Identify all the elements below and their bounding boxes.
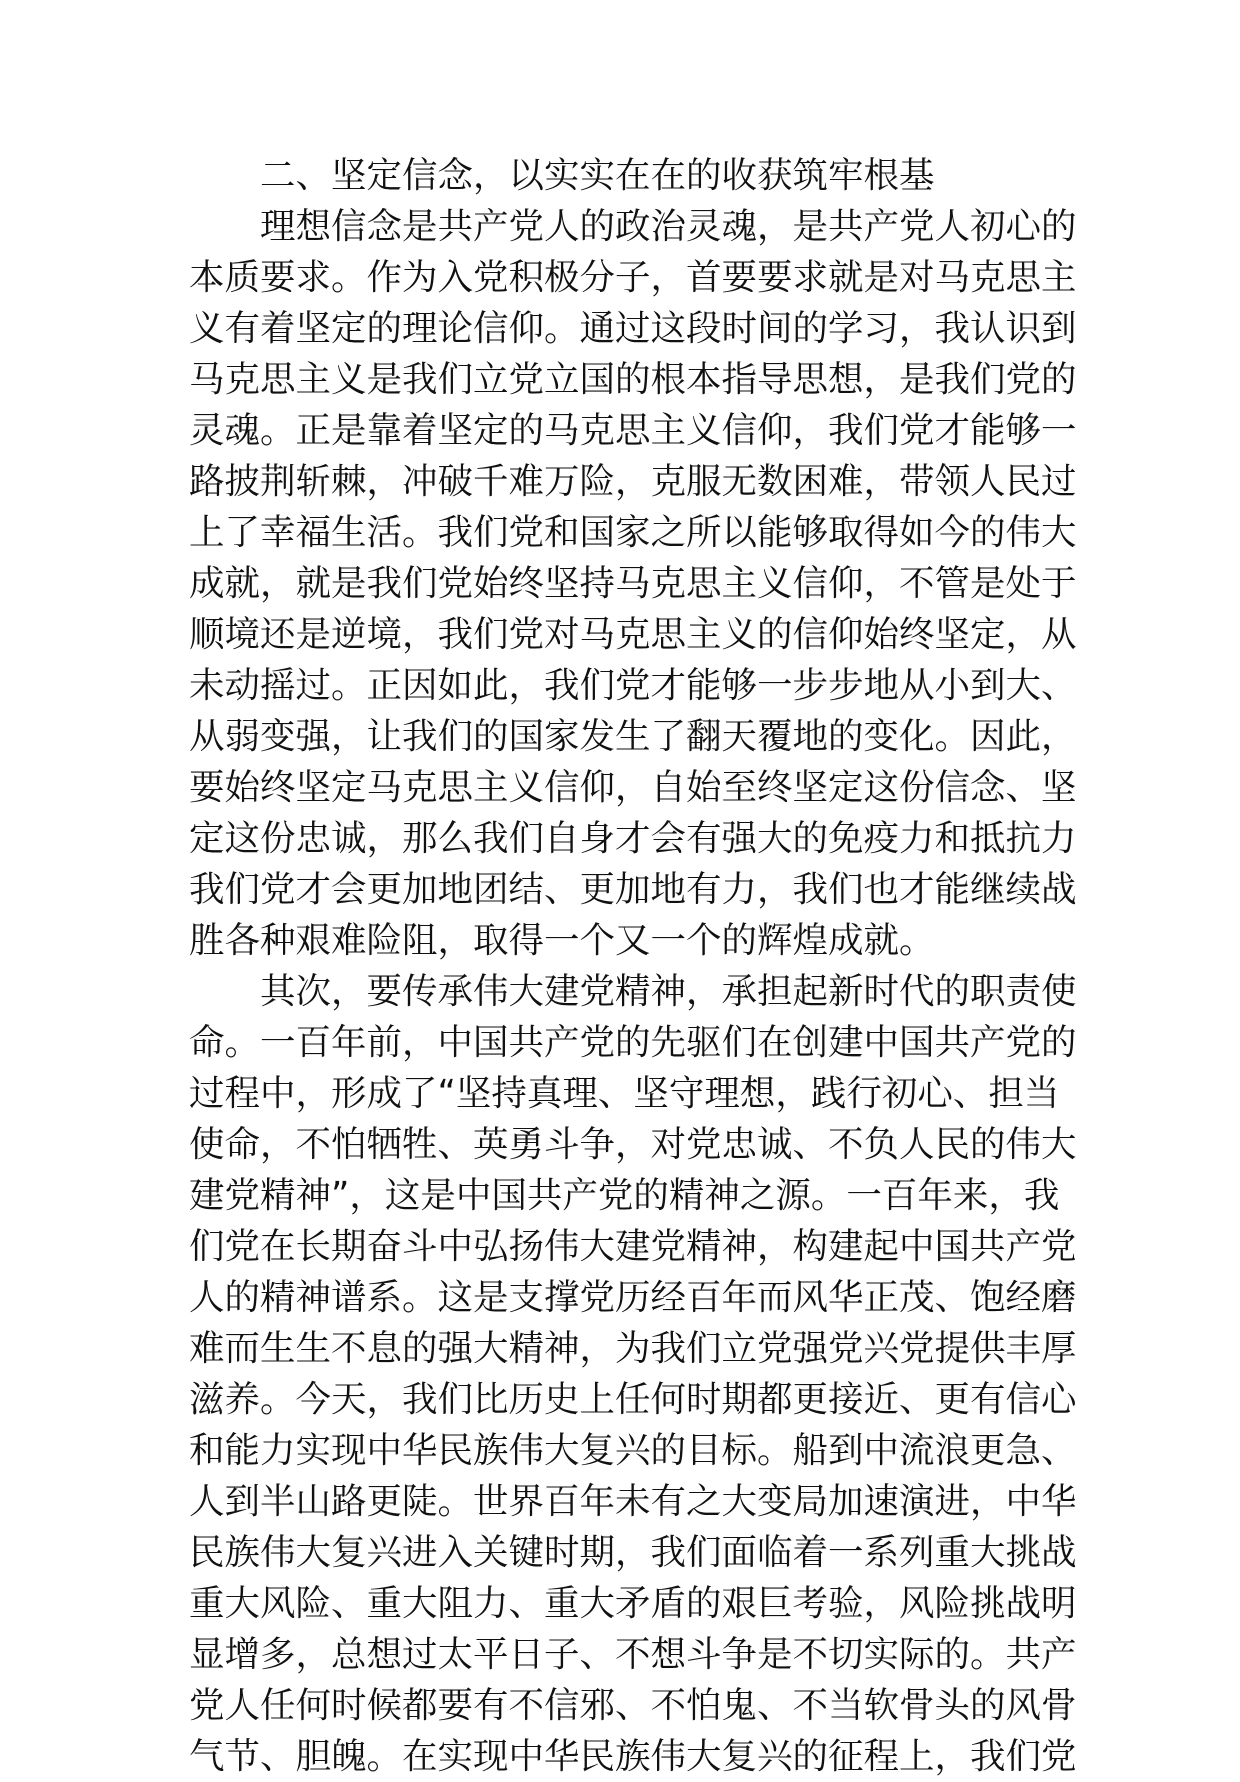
paragraph-line: 人到半山路更陡。世界百年未有之大变局加速演进，中华 (189, 1481, 1077, 1522)
paragraph-line: 气节、胆魄。在实现中华民族伟大复兴的征程上，我们党 (189, 1736, 1077, 1777)
paragraph-line: 顺境还是逆境，我们党对马克思主义的信仰始终坚定，从 (189, 614, 1077, 655)
paragraph-line: 重大风险、重大阻力、重大矛盾的艰巨考验，风险挑战明 (189, 1583, 1077, 1624)
paragraph-line: 其次，要传承伟大建党精神，承担起新时代的职责使 (260, 971, 1077, 1012)
paragraph-line: 未动摇过。正因如此，我们党才能够一步步地从小到大、 (189, 665, 1077, 706)
paragraph-line: 灵魂。正是靠着坚定的马克思主义信仰，我们党才能够一 (189, 410, 1077, 451)
paragraph-line: 难而生生不息的强大精神，为我们立党强党兴党提供丰厚 (189, 1328, 1077, 1369)
paragraph-line: 要始终坚定马克思主义信仰，自始至终坚定这份信念、坚 (189, 767, 1077, 808)
paragraph-line: 马克思主义是我们立党立国的根本指导思想，是我们党的 (189, 359, 1077, 400)
paragraph-line: 党人任何时候都要有不信邪、不怕鬼、不当软骨头的风骨 (189, 1685, 1077, 1726)
paragraph-line: 们党在长期奋斗中弘扬伟大建党精神，构建起中国共产党 (189, 1226, 1077, 1267)
paragraph-line: 使命，不怕牺牲、英勇斗争，对党忠诚、不负人民的伟大 (189, 1124, 1077, 1165)
paragraph-line: 我们党才会更加地团结、更加地有力，我们也才能继续战 (189, 869, 1077, 910)
paragraph-line: 显增多，总想过太平日子、不想斗争是不切实际的。共产 (189, 1634, 1077, 1675)
paragraph-line: 理想信念是共产党人的政治灵魂，是共产党人初心的 (260, 206, 1077, 247)
paragraph-line: 义有着坚定的理论信仰。通过这段时间的学习，我认识到 (189, 308, 1077, 349)
paragraph-line: 成就，就是我们党始终坚持马克思主义信仰，不管是处于 (189, 563, 1077, 604)
paragraph-line: 建党精神”，这是中国共产党的精神之源。一百年来，我 (189, 1175, 1060, 1216)
paragraph-line: 滋养。今天，我们比历史上任何时期都更接近、更有信心 (189, 1379, 1077, 1420)
paragraph-line: 过程中，形成了“坚持真理、坚守理想，践行初心、担当 (189, 1073, 1060, 1114)
paragraph-line: 民族伟大复兴进入关键时期，我们面临着一系列重大挑战 (189, 1532, 1077, 1573)
paragraph-line: 本质要求。作为入党积极分子，首要要求就是对马克思主 (189, 257, 1077, 298)
paragraph-ideals (189, 201, 1077, 966)
paragraph-line: 上了幸福生活。我们党和国家之所以能够取得如今的伟大 (189, 512, 1077, 553)
paragraph-line: 人的精神谱系。这是支撑党历经百年而风华正茂、饱经磨 (189, 1277, 1077, 1318)
paragraph-party-spirit (189, 966, 1077, 1782)
paragraph-line: 从弱变强，让我们的国家发生了翻天覆地的变化。因此， (189, 716, 1077, 757)
paragraph-line: 命。一百年前，中国共产党的先驱们在创建中国共产党的 (189, 1022, 1077, 1063)
paragraph-line: 路披荆斩棘，冲破千难万险，克服无数困难，带领人民过 (189, 461, 1077, 502)
paragraph-line: 定这份忠诚，那么我们自身才会有强大的免疫力和抵抗力 (189, 818, 1077, 859)
section-heading: 二、坚定信念，以实实在在的收获筑牢根基 (260, 155, 935, 196)
paragraph-line: 和能力实现中华民族伟大复兴的目标。船到中流浪更急、 (189, 1430, 1077, 1471)
document-body (189, 150, 1077, 1782)
paragraph-line: 胜各种艰难险阻，取得一个又一个的辉煌成就。 (189, 920, 935, 961)
